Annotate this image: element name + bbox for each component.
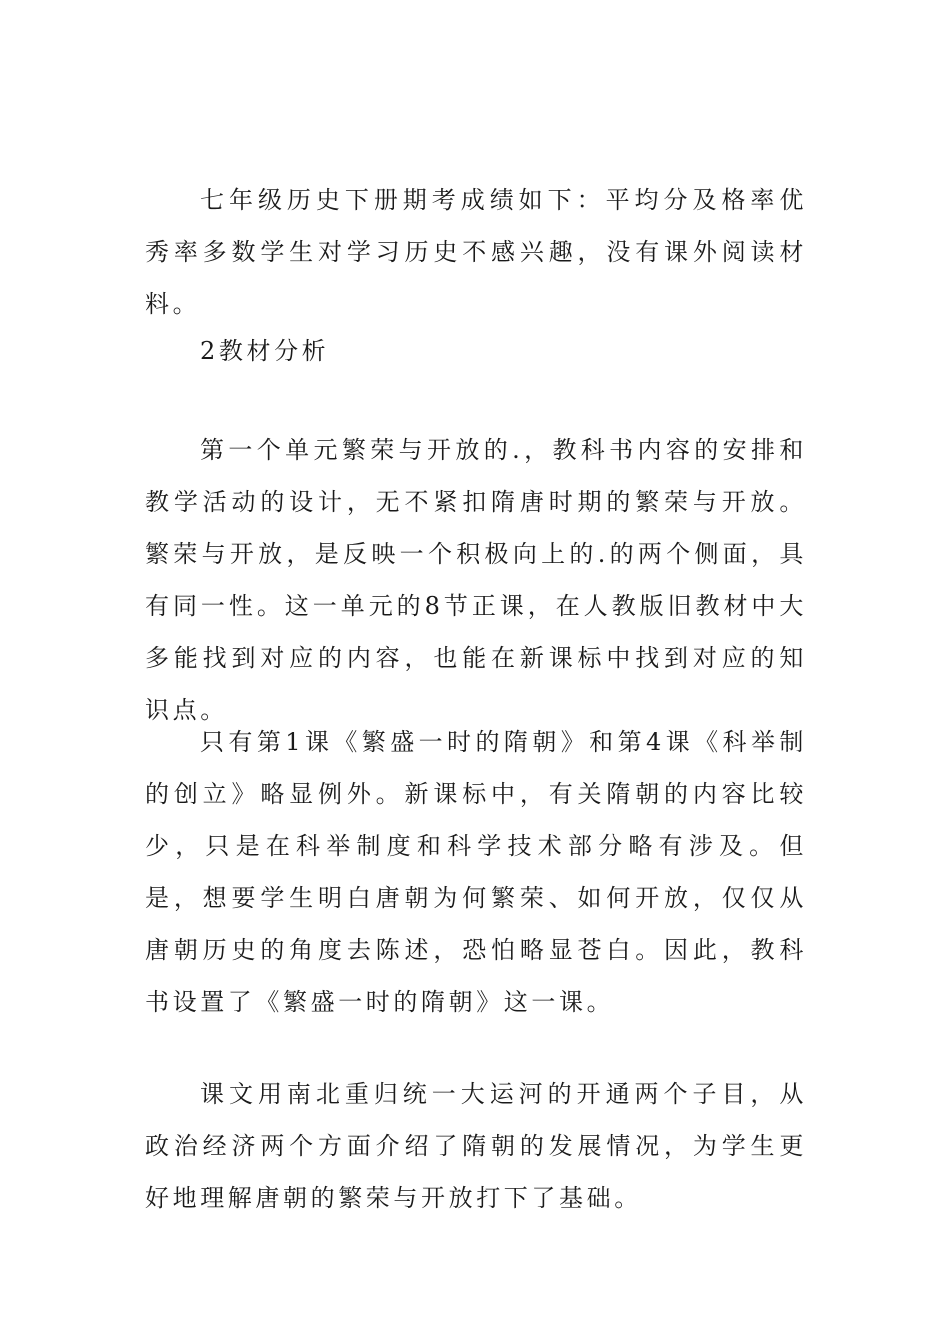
section-heading-textbook-analysis: 2教材分析 bbox=[200, 337, 330, 365]
paragraph-unit-one: 第一个单元繁荣与开放的.，教科书内容的安排和教学活动的设计，无不紧扣隋唐时期的繁荣与开放。繁荣与开放，是反映一个积极向上的.的两个侧面，具有同一性。这一单元的8节正课，在人教版旧教材中大多能找到对应的内容，也能在新课标中找到对应的知识点。 bbox=[145, 436, 807, 724]
paragraph-lesson-content: 课文用南北重归统一大运河的开通两个子目，从政治经济两个方面介绍了隋朝的发展情况，为学生更好地理解唐朝的繁荣与开放打下了基础。 bbox=[145, 1080, 807, 1212]
paragraph-lesson-exceptions: 只有第1课《繁盛一时的隋朝》和第4课《科举制的创立》略显例外。新课标中，有关隋朝的内容比较少，只是在科举制度和科学技术部分略有涉及。但是，想要学生明白唐朝为何繁荣、如何开放，仅仅从唐朝历史的角度去陈述，恐怕略显苍白。因此，教科书设置了《繁盛一时的隋朝》这一课。 bbox=[145, 728, 807, 1016]
paragraph-exam-results: 七年级历史下册期考成绩如下：平均分及格率优秀率多数学生对学习历史不感兴趣，没有课外阅读材料。 bbox=[145, 186, 807, 318]
